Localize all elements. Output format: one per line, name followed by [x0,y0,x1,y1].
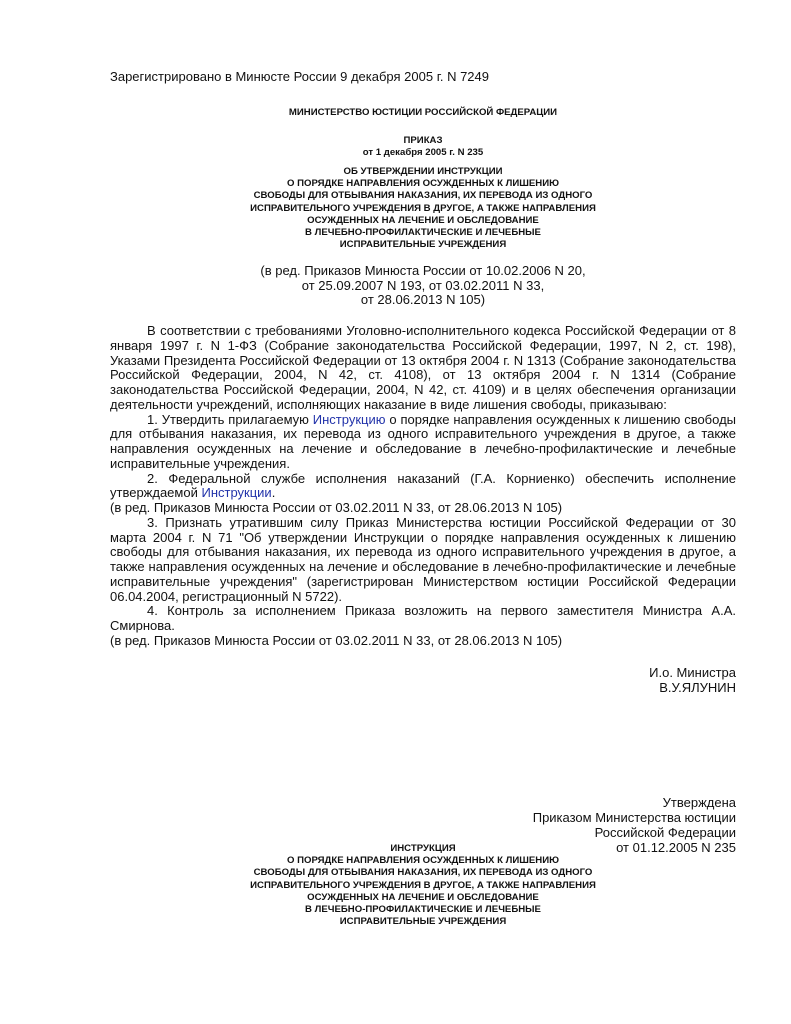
signer-name: В.У.ЯЛУНИН [659,680,736,695]
order-heading [108,135,738,159]
order-body [110,324,736,649]
item-1: 1. Утвердить прилагаемую Инструкцию о порядке направления осужденных к лишению свободы для отбывания наказания, их перевода из одного исправительного учреждения в другое, а также направления осужденных на лечение и обследование в лечебно-профилактические и лечебные исправительные учреждения. [110,411,736,471]
registration-note: Зарегистрировано в Минюсте России 9 декабря 2005 г. N 7249 [110,69,489,84]
item-3: 3. Признать утратившим силу Приказ Министерства юстиции Российской Федерации от 30 марта 2004 г. N 71 "Об утверждении Инструкции о порядке направления осужденных к лишению свободы для отбывания наказания, их перевода из одного исправительного учреждения в другое, а также направления осужденных на лечение и обследование в лечебно-профилактические и лечебные исправительные учреждения" (зарегистрирован Министерством юстиции Российской Федерации 06.04.2004, регистрационный N 5722). [110,514,736,604]
item-4: 4. Контроль за исполнением Приказа возложить на первого заместителя Министра А.А. Смирнова. [110,603,736,633]
item-2-revision-note: (в ред. Приказов Минюста России от 03.02.2011 N 33, от 28.06.2013 N 105) [110,500,563,515]
order-date-number: от 1 декабря 2005 г. N 235 [362,147,484,159]
approval-title: ОБ УТВЕРЖДЕНИИ ИНСТРУКЦИИ О ПОРЯДКЕ НАПРАВЛЕНИЯ ОСУЖДЕННЫХ К ЛИШЕНИЮ СВОБОДЫ ДЛЯ ОТБЫВАНИЯ НАКАЗАНИЯ, ИХ ПЕРЕВОДА ИЗ ОДНОГО ИСПРАВИТЕЛЬНОГО УЧРЕЖДЕНИЯ В ДРУГОЕ, А ТАКЖЕ НАПРАВЛЕНИЯ ОСУЖДЕННЫХ НА ЛЕЧЕНИЕ И ОБСЛЕДОВАНИЕ В ЛЕЧЕБНО-ПРОФИЛАКТИЧЕСКИЕ И ЛЕЧЕБНЫЕ ИСПРАВИТЕЛЬНЫЕ УЧРЕЖДЕНИЯ [250,166,596,251]
item-2: 2. Федеральной службе исполнения наказаний (Г.А. Корниенко) обеспечить исполнение утверждаемой Инструкции. [110,470,736,501]
instruction-title: ИНСТРУКЦИЯ О ПОРЯДКЕ НАПРАВЛЕНИЯ ОСУЖДЕННЫХ К ЛИШЕНИЮ СВОБОДЫ ДЛЯ ОТБЫВАНИЯ НАКАЗАНИЯ, ИХ ПЕРЕВОДА ИЗ ОДНОГО ИСПРАВИТЕЛЬНОГО УЧРЕЖДЕНИЯ В ДРУГОЕ, А ТАКЖЕ НАПРАВЛЕНИЯ ОСУЖДЕННЫХ НА ЛЕЧЕНИЕ И ОБСЛЕДОВАНИЕ В ЛЕЧЕБНО-ПРОФИЛАКТИЧЕСКИЕ И ЛЕЧЕБНЫЕ ИСПРАВИТЕЛЬНЫЕ УЧРЕЖДЕНИЯ [250,843,596,928]
ministry-heading: МИНИСТЕРСТВО ЮСТИЦИИ РОССИЙСКОЙ ФЕДЕРАЦИИ [288,107,558,118]
instruction-link-2[interactable]: Инструкции [201,485,272,501]
intro-paragraph: В соответствии с требованиями Уголовно-исполнительного кодекса Российской Федерации от 8 января 1997 г. N 1-ФЗ (Собрание законодательства Российской Федерации, 1997, N 2, ст. 198), Указами Президента Российской Федерации от 13 октября 2004 г. N 1313 (Собрание законодательства Российской Федерации, 2004, N 42, ст. 4108), от 13 октября 2004 г. N 1314 (Собрание законодательства Российской Федерации, 2004, N 42, ст. 4109) и в целях обеспечения организации деятельности учреждений, исполняющих наказание в виде лишения свободы, приказываю: [110,323,736,412]
instruction-link[interactable]: Инструкцию [312,411,386,427]
signer-position: И.о. Министра [649,665,736,680]
signature-block [649,665,736,695]
approval-stamp-block: Утверждена Приказом Министерства юстиции Российской Федерации от 01.12.2005 N 235 [532,795,736,855]
item-4-revision-note: (в ред. Приказов Минюста России от 03.02.2011 N 33, от 28.06.2013 N 105) [110,632,563,648]
order-title: ПРИКАЗ [403,135,443,146]
revision-history: (в ред. Приказов Минюста России от 10.02.2006 N 20, от 25.09.2007 N 193, от 03.02.2011 N 33, от 28.06.2013 N 105) [260,263,586,308]
